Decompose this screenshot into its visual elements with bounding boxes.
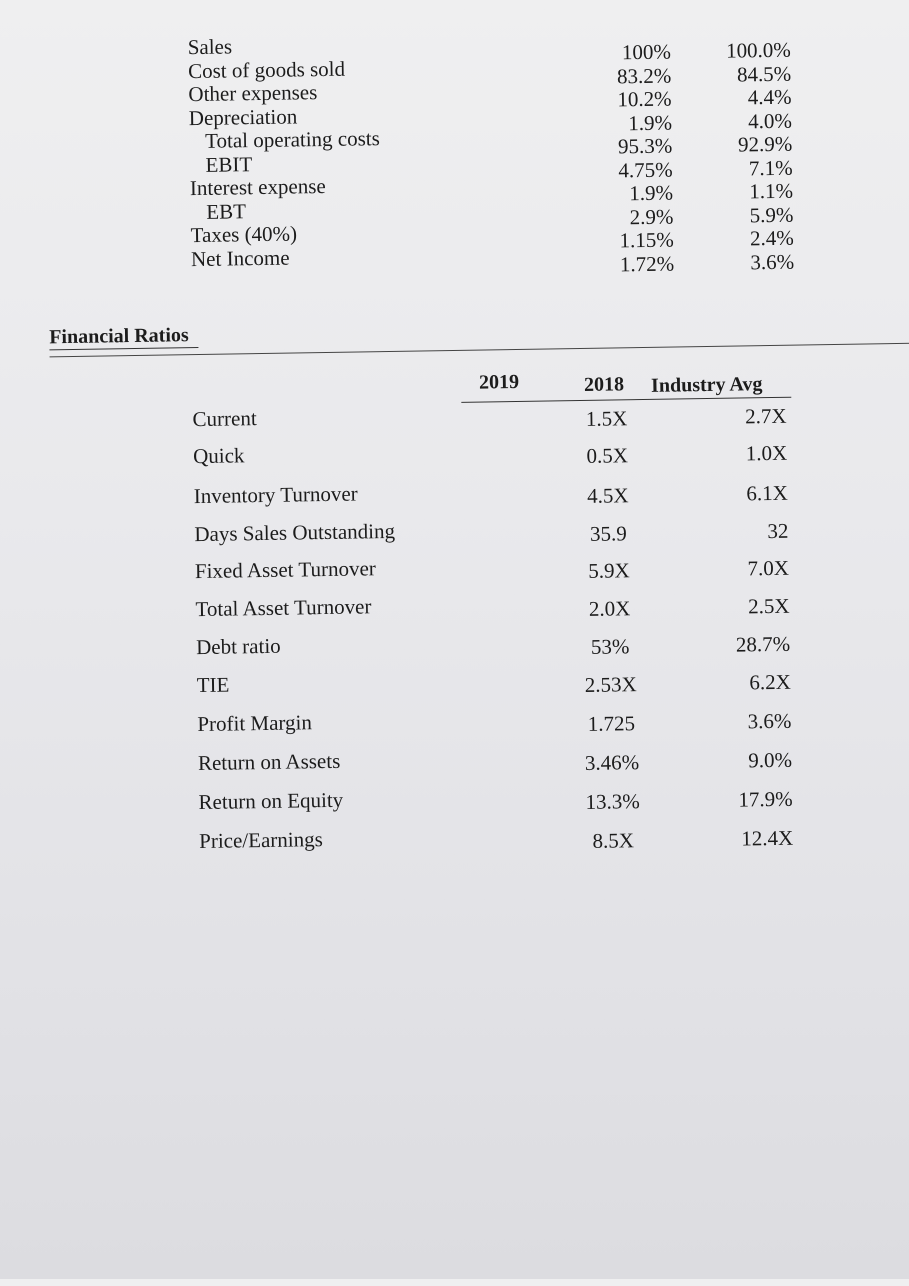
income-statement-value: 1.15%	[619, 227, 674, 253]
ratio-value-industry-avg: 7.0X	[747, 555, 790, 581]
ratio-label: Fixed Asset Turnover	[194, 556, 376, 584]
ratio-row	[12, 740, 909, 784]
ratio-value-2018: 3.46%	[584, 750, 640, 775]
ratio-row	[9, 586, 909, 630]
ratio-value-industry-avg: 17.9%	[738, 786, 793, 812]
ratio-row	[11, 701, 909, 745]
income-statement-labels	[188, 33, 382, 271]
ratio-value-2018: 13.3%	[585, 789, 640, 814]
income-statement-value: 5.9%	[749, 202, 794, 227]
ratio-value-industry-avg: 2.7X	[744, 403, 787, 429]
ratio-value-2018: 8.5X	[592, 828, 635, 853]
ratio-value-2018: 53%	[590, 634, 630, 659]
ratio-row	[9, 548, 909, 592]
income-statement-value: 1.1%	[749, 178, 794, 204]
income-statement-value: 83.2%	[616, 63, 672, 88]
income-statement-column-1	[561, 41, 675, 278]
ratio-value-industry-avg: 9.0%	[748, 747, 793, 773]
ratio-value-industry-avg: 1.0X	[745, 440, 788, 466]
income-statement-value: 2.4%	[749, 225, 794, 251]
ratio-label: Current	[192, 406, 257, 432]
income-statement-value: 92.9%	[737, 131, 793, 157]
income-statement-column-2	[671, 39, 795, 276]
ratio-row	[7, 433, 909, 477]
ratio-label: Inventory Turnover	[193, 481, 358, 509]
ratio-label: Days Sales Outstanding	[194, 518, 396, 547]
ratio-row	[11, 662, 909, 706]
income-statement-label: Sales	[187, 34, 233, 60]
income-statement-label: Interest expense	[189, 173, 326, 201]
income-statement-value: 95.3%	[617, 133, 673, 159]
ratio-label: Return on Equity	[198, 787, 344, 815]
income-statement-label: EBT	[206, 198, 247, 224]
income-statement-value: 84.5%	[736, 61, 792, 87]
income-statement-value: 4.4%	[747, 84, 792, 110]
ratio-label: Quick	[192, 443, 245, 469]
income-statement-value: 4.0%	[747, 108, 793, 133]
ratio-value-industry-avg: 32	[767, 518, 789, 544]
income-statement-value: 2.9%	[629, 204, 674, 229]
ratio-value-industry-avg: 6.1X	[746, 480, 788, 506]
ratio-value-industry-avg: 2.5X	[747, 593, 790, 619]
income-statement-value: 3.6%	[750, 249, 795, 274]
ratio-value-2018: 5.9X	[588, 558, 630, 583]
ratio-label: Debt ratio	[195, 633, 281, 660]
ratio-value-industry-avg: 12.4X	[741, 825, 794, 851]
income-statement-label: Total operating costs	[204, 126, 381, 153]
ratio-row	[8, 511, 909, 555]
income-statement-value: 1.9%	[628, 110, 673, 135]
ratio-label: Total Asset Turnover	[195, 594, 372, 622]
ratio-row	[10, 624, 909, 668]
income-statement-value: 4.75%	[618, 157, 673, 182]
column-header-2018: 2018	[583, 373, 625, 396]
ratio-value-2018: 1.725	[587, 711, 636, 736]
ratio-row	[13, 818, 909, 862]
ratio-value-industry-avg: 6.2X	[749, 669, 791, 695]
income-statement-label: Depreciation	[188, 103, 298, 130]
column-header-2019: 2019	[478, 370, 520, 394]
ratio-value-2018: 2.0X	[588, 596, 631, 621]
income-statement-label: EBIT	[205, 151, 253, 177]
ratio-value-2018: 4.5X	[586, 483, 629, 508]
financial-ratios-title: Financial Ratios	[49, 324, 199, 350]
ratio-row	[8, 473, 909, 517]
ratio-label: Price/Earnings	[198, 827, 323, 854]
ratio-value-2018: 35.9	[589, 521, 627, 546]
ratio-value-industry-avg: 3.6%	[747, 708, 792, 734]
ratio-label: Return on Assets	[197, 748, 341, 776]
income-statement-value: 1.72%	[619, 251, 675, 276]
ratio-row	[6, 396, 909, 440]
ratio-value-2018: 2.53X	[584, 672, 637, 697]
income-statement-label: Cost of goods sold	[187, 56, 346, 83]
income-statement-value: 100%	[621, 39, 672, 65]
ratio-value-industry-avg: 28.7%	[735, 631, 791, 657]
column-header-industry-avg: Industry Avg	[650, 373, 763, 397]
income-statement-label: Net Income	[190, 245, 290, 271]
ratio-label: TIE	[196, 672, 230, 698]
ratio-row	[12, 779, 909, 823]
income-statement-value: 1.9%	[629, 180, 674, 206]
ratio-value-2018: 0.5X	[586, 443, 629, 468]
ratio-value-2018: 1.5X	[585, 406, 628, 431]
income-statement-value: 7.1%	[748, 155, 793, 180]
income-statement-label: Other expenses	[188, 80, 318, 107]
income-statement-value: 100.0%	[725, 37, 792, 63]
income-statement-label: Taxes (40%)	[190, 221, 298, 248]
income-statement-value: 10.2%	[617, 86, 672, 112]
ratio-label: Profit Margin	[197, 710, 313, 737]
